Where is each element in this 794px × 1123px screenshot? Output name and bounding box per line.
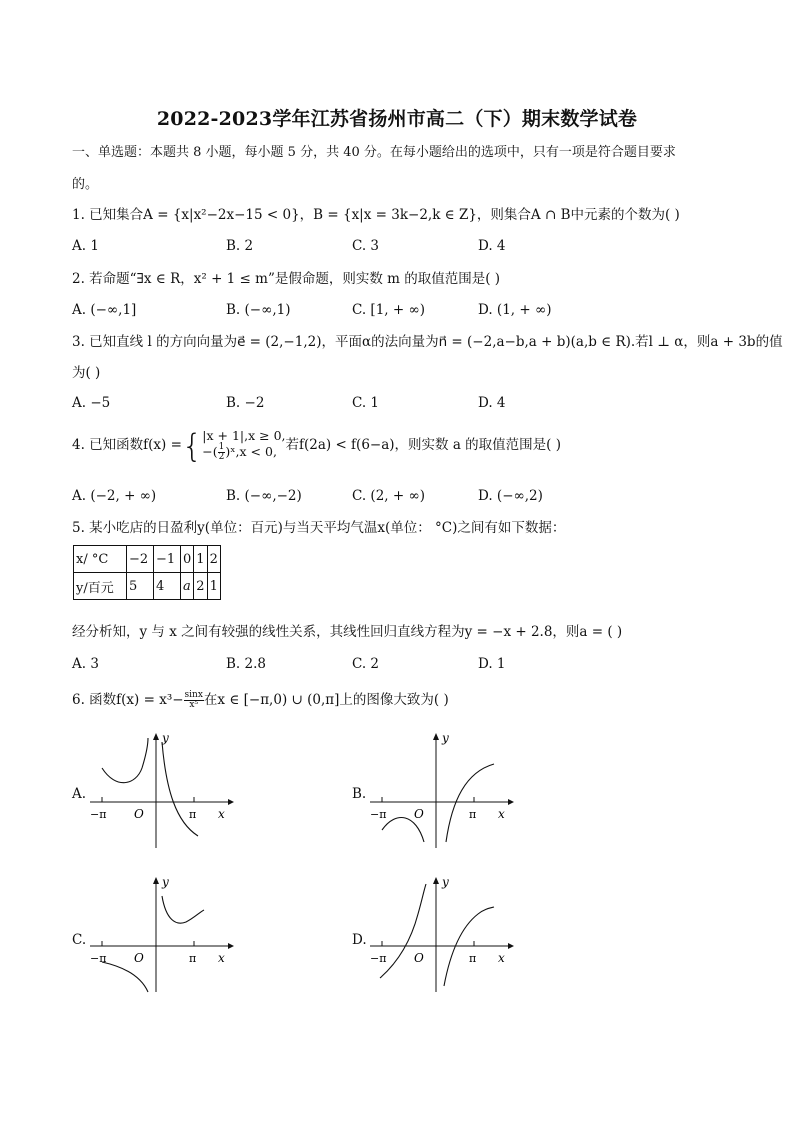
- x-label: x: [498, 807, 505, 821]
- y-label: y: [162, 731, 169, 745]
- x-label: x: [218, 951, 225, 965]
- q4-option-a: A. (−2, + ∞): [72, 488, 157, 504]
- table-cell: 1: [194, 546, 207, 573]
- table-cell: a: [181, 573, 194, 600]
- q1-option-d: D. 4: [478, 238, 506, 254]
- graph-d: [366, 874, 516, 994]
- table-cell: 2: [207, 546, 220, 573]
- neg-pi-label: −π: [370, 808, 387, 821]
- q5-option-a: A. 3: [72, 656, 99, 672]
- table-cell: 5: [127, 573, 154, 600]
- x-label: x: [218, 807, 225, 821]
- table-cell: y/百元: [74, 573, 127, 600]
- table-cell: 4: [154, 573, 181, 600]
- q4-frac-den: 2: [218, 452, 225, 462]
- exam-title: 2022-2023学年江苏省扬州市高二（下）期末数学试卷: [156, 108, 638, 130]
- q2-option-b: B. (−∞,1): [226, 302, 291, 318]
- q4-option-c: C. (2, + ∞): [352, 488, 425, 504]
- q1-option-b: B. 2: [226, 238, 254, 254]
- pi-label: π: [189, 808, 197, 821]
- table-cell: 0: [181, 546, 194, 573]
- q3-stem-line2: 为( ): [72, 365, 101, 381]
- q1-option-a: A. 1: [72, 238, 99, 254]
- table-row: [74, 573, 221, 600]
- q2-stem: 2. 若命题“∃x ∈ R，x² + 1 ≤ m”是假命题，则实数 m 的取值范围是( ): [72, 271, 501, 287]
- q6-fraction: [184, 691, 204, 710]
- q4-prefix: 4. 已知函数f(x) =: [72, 437, 182, 453]
- pi-label: π: [469, 952, 477, 965]
- section-instruction-line2: 的。: [72, 177, 99, 192]
- q4-frac-num: 1: [218, 442, 225, 452]
- neg-pi-label: −π: [370, 952, 387, 965]
- table-cell: x/ °C: [74, 546, 127, 573]
- q5-option-d: D. 1: [478, 656, 506, 672]
- neg-pi-label: −π: [90, 808, 107, 821]
- y-label: y: [162, 875, 169, 889]
- q4-suffix: 若f(2a) < f(6−a)，则实数 a 的取值范围是( ): [285, 437, 561, 453]
- x-label: x: [498, 951, 505, 965]
- table-cell: 1: [207, 573, 220, 600]
- section-instruction-line1: 一、单选题：本题共 8 小题，每小题 5 分，共 40 分。在每小题给出的选项中，只有一项是符合题目要求: [72, 145, 676, 160]
- y-axis-arrow-icon: [153, 733, 159, 740]
- table-cell: −1: [154, 546, 181, 573]
- q3-option-d: D. 4: [478, 395, 506, 411]
- q3-option-a: A. −5: [72, 395, 111, 411]
- x-axis-arrow-icon: [228, 943, 234, 949]
- q3-option-b: B. −2: [226, 395, 265, 411]
- q4-brace: {: [181, 426, 203, 465]
- graph-c: [86, 874, 236, 994]
- q5-stem: 5. 某小吃店的日盈利y(单位：百元)与当天平均气温x(单位： °C)之间有如下数据：: [72, 520, 566, 536]
- q6-frac-den: x⁵: [189, 700, 199, 710]
- graph-a-label: A.: [72, 786, 87, 802]
- table-cell: 2: [194, 573, 207, 600]
- y-axis-arrow-icon: [433, 733, 439, 740]
- origin-label: O: [414, 807, 424, 821]
- q4-stem: [72, 428, 561, 466]
- curve-right: [162, 742, 198, 836]
- q4-case2-post: )ˣ,x < 0,: [225, 444, 277, 459]
- q6-suffix: 在x ∈ [−π,0) ∪ (0,π]上的图像大致为( ): [203, 692, 449, 708]
- graph-b: [366, 730, 516, 850]
- neg-pi-label: −π: [90, 952, 107, 965]
- curve-left: [382, 818, 424, 843]
- q5-option-b: B. 2.8: [226, 656, 266, 672]
- graph-d-label: D.: [352, 932, 367, 948]
- pi-label: π: [469, 808, 477, 821]
- q3-option-c: C. 1: [352, 395, 380, 411]
- q1-option-c: C. 3: [352, 238, 380, 254]
- q2-option-d: D. (1, + ∞): [478, 302, 552, 318]
- q1-stem: 1. 已知集合A = {x|x²−2x−15 < 0}，B = {x|x = 3k−2,k ∈ Z}，则集合A ∩ B中元素的个数为( ): [72, 207, 680, 223]
- table-cell: −2: [127, 546, 154, 573]
- q6-frac-num: sinx: [184, 690, 203, 700]
- x-axis-arrow-icon: [508, 799, 514, 805]
- q4-case2-pre: −(: [202, 444, 218, 459]
- curve-left: [102, 962, 148, 992]
- q4-case2: [202, 443, 285, 462]
- y-label: y: [442, 875, 449, 889]
- origin-label: O: [414, 951, 424, 965]
- q4-case1: |x + 1|,x ≥ 0,: [202, 428, 286, 443]
- q2-option-a: A. (−∞,1]: [72, 302, 137, 318]
- table-row: [74, 546, 221, 573]
- q4-option-b: B. (−∞,−2): [226, 488, 302, 504]
- y-label: y: [442, 731, 449, 745]
- q6-prefix: 6. 函数f(x) = x³−: [72, 692, 184, 708]
- q5-option-c: C. 2: [352, 656, 380, 672]
- q4-option-d: D. (−∞,2): [478, 488, 543, 504]
- y-axis-arrow-icon: [153, 877, 159, 884]
- q5-stem2: 经分析知，y 与 x 之间有较强的线性关系，其线性回归直线方程为y = −x + 2.8，则a = ( ): [72, 624, 623, 640]
- y-axis-arrow-icon: [433, 877, 439, 884]
- q4-piecewise: [202, 429, 285, 462]
- graph-c-label: C.: [72, 932, 87, 948]
- graph-b-label: B.: [352, 786, 367, 802]
- curve-right: [446, 764, 494, 842]
- curve-left: [102, 738, 148, 783]
- graph-a: [86, 730, 236, 850]
- origin-label: O: [134, 807, 144, 821]
- q6-stem: [72, 688, 449, 712]
- q3-stem-line1: 3. 已知直线 l 的方向向量为e⃗ = (2,−1,2)，平面α的法向量为n⃗ = (−2,a−b,a + b)(a,b ∈ R).若l ⊥ α，则a + 3b的值: [72, 334, 783, 350]
- x-axis-arrow-icon: [228, 799, 234, 805]
- q2-option-c: C. [1, + ∞): [352, 302, 425, 318]
- x-axis-arrow-icon: [508, 943, 514, 949]
- curve-right: [162, 896, 204, 923]
- pi-label: π: [189, 952, 197, 965]
- q5-data-table: [73, 545, 221, 600]
- origin-label: O: [134, 951, 144, 965]
